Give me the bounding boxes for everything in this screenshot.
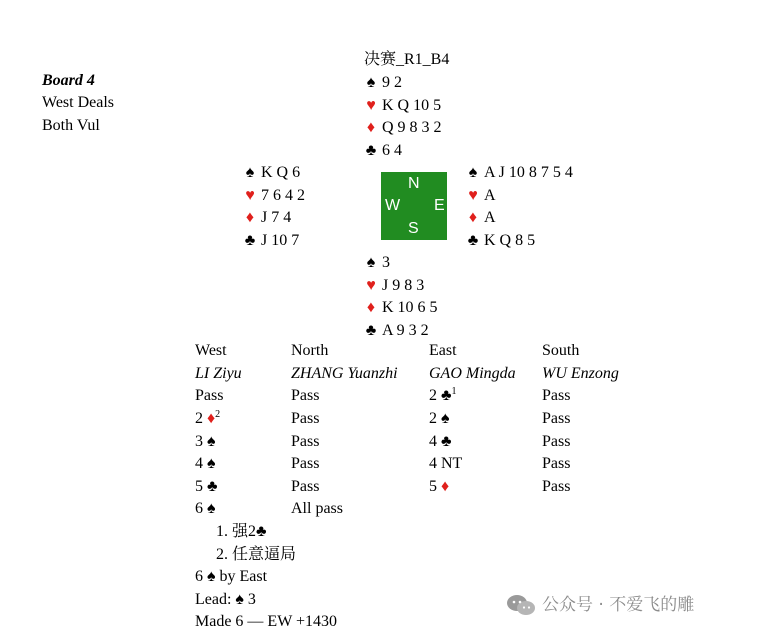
club-icon: ♣: [365, 141, 377, 159]
bid-west: 2 ♦$^2$: [195, 409, 221, 428]
compass-east-label: E: [434, 197, 445, 214]
north-hand: [364, 72, 442, 162]
player-north: ZHANG Yuanzhi: [291, 364, 398, 382]
bid-note-marker: 2: [215, 409, 221, 421]
north-clubs: ♣ 6 4: [364, 140, 442, 163]
note-1: 1. 强2♣: [216, 523, 267, 540]
north-diamonds: ♦ Q 9 8 3 2: [364, 117, 442, 140]
north-spades: ♠ 9 2: [364, 72, 442, 95]
player-south: WU Enzong: [542, 364, 619, 382]
bid-east: 2 ♣$^1$: [429, 386, 457, 405]
bid-south: Pass: [542, 432, 571, 450]
club-icon: ♣: [365, 321, 377, 339]
bid-south: [542, 498, 652, 521]
bid-west: 4 ♠: [195, 455, 216, 473]
spade-icon: ♠: [203, 455, 216, 473]
diamond-icon: ♦: [203, 410, 216, 428]
spade-icon: ♠: [203, 432, 216, 450]
spade-icon: ♠: [437, 410, 450, 428]
auction-row: [195, 453, 652, 476]
bid-east: 4 NT: [429, 455, 463, 473]
header-west: West: [195, 342, 227, 360]
club-icon: ♣: [203, 477, 218, 495]
bid-north: All pass: [291, 500, 343, 518]
dealer-info: West Deals: [42, 94, 115, 111]
west-clubs: ♣ J 10 7: [243, 230, 305, 253]
board-number: Board 4: [42, 72, 95, 89]
south-clubs: ♣ A 9 3 2: [364, 320, 438, 343]
spade-icon: ♠: [245, 164, 255, 181]
east-diamonds: ♦ A: [466, 207, 573, 230]
heart-icon: ♥: [366, 96, 376, 114]
west-diamonds: ♦ J 7 4: [243, 207, 305, 230]
bid-north: Pass: [291, 410, 320, 428]
header-north: North: [291, 342, 329, 360]
auction-row: [195, 430, 652, 453]
spade-icon: ♠: [366, 254, 376, 271]
bid-note-marker: 1: [451, 386, 457, 398]
auction-players-row: [195, 363, 652, 386]
west-spades: ♠ K Q 6: [243, 162, 305, 185]
bid-west: 6 ♠: [195, 500, 216, 518]
heart-icon: ♥: [245, 186, 255, 204]
diamond-icon: ♦: [366, 119, 376, 136]
diamond-icon: ♦: [468, 209, 478, 226]
bid-south: Pass: [542, 477, 571, 495]
east-hearts: ♥ A: [466, 185, 573, 208]
east-spades: ♠ A J 10 8 7 5 4: [466, 162, 573, 185]
bid-west: 3 ♠: [195, 432, 216, 450]
north-hearts: ♥ K Q 10 5: [364, 95, 442, 118]
bid-north: Pass: [291, 477, 320, 495]
auction-header-row: [195, 340, 652, 363]
watermark: [506, 590, 694, 616]
heart-icon: ♥: [468, 186, 478, 204]
club-icon: ♣: [256, 523, 267, 540]
contract-line: 6 ♠ by East: [195, 568, 268, 585]
diamond-icon: ♦: [245, 209, 255, 226]
spade-icon: ♠: [366, 74, 376, 91]
auction-table: [195, 340, 652, 521]
bid-rows: [195, 385, 652, 521]
note-2: 2. 任意逼局: [216, 546, 297, 563]
header-east: East: [429, 342, 457, 360]
watermark-text: 公众号 · 不爱飞的雕: [542, 595, 695, 615]
bid-north: Pass: [291, 455, 320, 473]
spade-icon: ♠: [235, 591, 244, 608]
auction-row: [195, 408, 652, 431]
bid-south: Pass: [542, 455, 571, 473]
bid-west: 5 ♣: [195, 477, 218, 495]
spade-icon: ♠: [468, 164, 478, 181]
bid-east: 5 ♦: [429, 477, 450, 495]
header-south: South: [542, 342, 580, 360]
bid-east: [429, 498, 542, 521]
auction-row: [195, 498, 652, 521]
event-title: 决赛_R1_B4: [364, 51, 450, 68]
auction-row: [195, 476, 652, 499]
diamond-icon: ♦: [366, 299, 376, 316]
bid-north: Pass: [291, 432, 320, 450]
compass-west-label: W: [385, 197, 401, 214]
south-hand: [364, 252, 438, 342]
diamond-icon: ♦: [437, 477, 450, 495]
bid-east: 4 ♣: [429, 432, 452, 450]
result-line: Made 6 — EW +1430: [195, 613, 338, 630]
player-west: LI Ziyu: [195, 364, 242, 382]
west-hearts: ♥ 7 6 4 2: [243, 185, 305, 208]
auction-row: [195, 385, 652, 408]
vulnerability-info: Both Vul: [42, 117, 100, 134]
east-clubs: ♣ K Q 8 5: [466, 230, 573, 253]
compass-box: [381, 172, 447, 240]
heart-icon: ♥: [366, 276, 376, 294]
club-icon: ♣: [437, 432, 452, 450]
south-spades: ♠ 3: [364, 252, 438, 275]
bid-east: 2 ♠: [429, 410, 450, 428]
spade-icon: ♠: [207, 568, 216, 585]
south-hearts: ♥ J 9 8 3: [364, 275, 438, 298]
east-hand: [466, 162, 573, 252]
bid-south: Pass: [542, 410, 571, 428]
compass-north-label: N: [408, 175, 420, 192]
club-icon: ♣: [244, 231, 256, 249]
lead-line: Lead: ♠ 3: [195, 591, 256, 608]
west-hand: [243, 162, 305, 252]
wechat-icon: [506, 594, 536, 616]
bid-west: Pass: [195, 387, 224, 405]
club-icon: ♣: [437, 387, 452, 405]
bid-north: Pass: [291, 387, 320, 405]
club-icon: ♣: [467, 231, 479, 249]
bid-south: Pass: [542, 387, 571, 405]
compass-south-label: S: [408, 220, 419, 237]
south-diamonds: ♦ K 10 6 5: [364, 297, 438, 320]
player-east: GAO Mingda: [429, 364, 516, 382]
spade-icon: ♠: [203, 500, 216, 518]
